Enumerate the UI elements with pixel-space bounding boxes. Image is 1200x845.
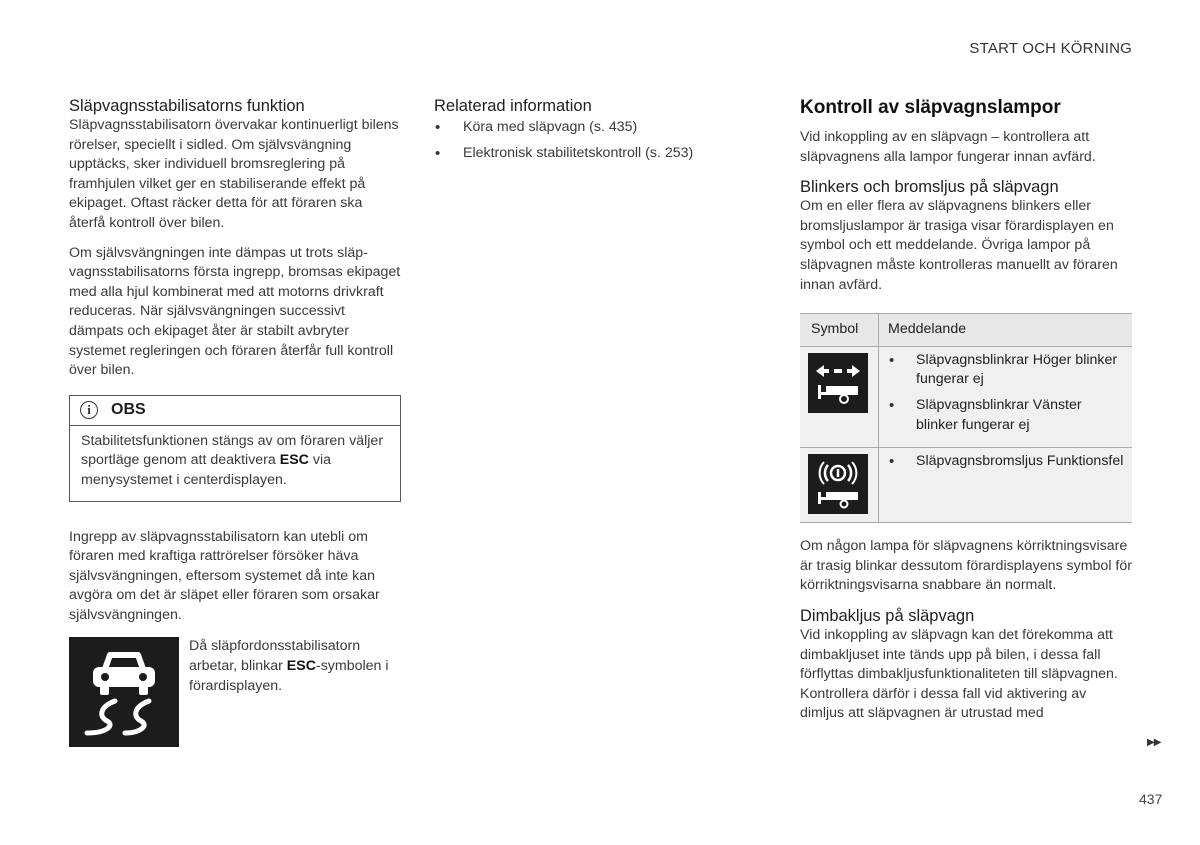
trailer-brake-light-icon bbox=[808, 454, 868, 514]
esc-text-part: Då släpfordonsstabilisatorn arbetar, blinkar bbox=[189, 638, 361, 675]
paragraph: Ingrepp av släpvagnsstabilisatorn kan utebli om föraren med kraftiga rattrörelser försöker häva självsvängningen, eftersom systemet då inte kan avgöra om det är släpet eller föraren som orsakar självsvängningen. bbox=[69, 528, 380, 623]
note-title: OBS bbox=[111, 401, 146, 419]
esc-symbol-row bbox=[69, 637, 401, 747]
paragraph: Om självsvängningen inte dämpas ut trots släpvagnsstabilisatorns första ingrepp, bromsas ekipaget med alla hjul kombinerat med att motorns drivkraft reduceras. När självsvängningen successivt dämpats och ekipaget åter är stabilt avbryter systemet regleringen och föraren återfår full kontroll över bilen. bbox=[69, 244, 401, 379]
note-text bbox=[70, 426, 400, 501]
note-text-part: Stabilitetsfunktionen stängs av om föraren väljer sportläge genom att deaktivera bbox=[81, 432, 384, 469]
paragraph: Om någon lampa för släpvagnens körriktningsvisare är trasig blinkar dessutom förardisplayens symbol för körriktningsvisarna snabbare än normalt. bbox=[800, 538, 1132, 594]
subheading-indicators: Blinkers och bromsljus på släpvagn bbox=[800, 178, 1059, 197]
table-header-row bbox=[800, 314, 1132, 347]
page-number: 437 bbox=[1139, 791, 1163, 807]
esc-text-bold: ESC bbox=[286, 658, 316, 675]
message-item: • Släpvagnsblinkrar Vänster blinker fungerar ej bbox=[887, 396, 1124, 435]
section-heading-trailer-stabilizer: Släpvagnsstabilisatorns funktion bbox=[69, 97, 305, 115]
note-text-bold: ESC bbox=[279, 452, 309, 469]
message-item: • Släpvagnsblinkrar Höger blinker fungerar ej bbox=[887, 351, 1124, 390]
page-title: Kontroll av släpvagnslampor bbox=[800, 97, 1061, 118]
section-header: START OCH KÖRNING bbox=[969, 40, 1132, 57]
table-header-message: Meddelande bbox=[879, 314, 1133, 347]
note-header bbox=[70, 396, 400, 426]
column-left bbox=[69, 96, 401, 747]
table-row bbox=[800, 346, 1132, 447]
related-item: • Köra med släpvagn (s. 435) bbox=[434, 118, 734, 138]
column-right bbox=[800, 96, 1132, 734]
table-header-symbol: Symbol bbox=[800, 314, 879, 347]
related-information-heading: Relaterad information bbox=[434, 97, 592, 115]
trailer-turn-signal-icon bbox=[808, 353, 868, 413]
note-text-part: via menysystemet i centerdisplayen. bbox=[81, 452, 331, 488]
column-middle bbox=[434, 96, 734, 169]
note-box bbox=[69, 395, 401, 502]
paragraph: Om en eller flera av släpvagnens blinkers eller bromsljuslampor är trasiga visar förardisplayen en symbol och ett meddelande. Övriga lampor på släpvagnen måste kontrolleras manuellt av föraren innan avfärd. bbox=[800, 198, 1118, 293]
related-list bbox=[434, 118, 734, 163]
subheading-fog-light: Dimbakljus på släpvagn bbox=[800, 606, 975, 625]
esc-symbol-text bbox=[189, 637, 401, 747]
table-cell-message bbox=[879, 346, 1133, 447]
table-cell-symbol bbox=[800, 346, 879, 447]
info-icon: i bbox=[80, 401, 98, 419]
message-list bbox=[887, 351, 1124, 435]
table-row bbox=[800, 448, 1132, 523]
lamp-message-table bbox=[800, 313, 1132, 523]
related-item: • Elektronisk stabilitetskontroll (s. 253) bbox=[434, 144, 734, 164]
message-item: • Släpvagnsbromsljus Funktionsfel bbox=[887, 452, 1124, 472]
paragraph: Vid inkoppling av en släpvagn – kontrollera att släpvagnens alla lampor fungerar innan avfärd. bbox=[800, 129, 1096, 165]
table-cell-symbol bbox=[800, 448, 879, 523]
message-list bbox=[887, 452, 1124, 472]
table-cell-message bbox=[879, 448, 1133, 523]
esc-skid-icon bbox=[69, 637, 179, 747]
paragraph: Vid inkoppling av släpvagn kan det förekomma att dimbakljuset inte tänds upp på bilen, i dessa fall förflyttas dimbakljusfunktionaliteten till släpvagnen. Kontrollera därför i dessa fall vid aktivering av dimljus att släpvagnen är utrustad med bbox=[800, 626, 1118, 722]
continue-arrows-icon: ▶▶ bbox=[1147, 737, 1161, 748]
esc-text-part: -symbolen i förardisplayen. bbox=[189, 658, 389, 694]
paragraph: Släpvagnsstabilisatorn övervakar kontinuerligt bilens rörelser, speciellt i sidled. Om självsvängning upptäcks, sker individuell bromsreglering på framhjulen vilket ger en stabiliserande effekt på ekipaget. Oftast räcker detta för att föraren ska återfå kontroll över bilen. bbox=[69, 117, 399, 231]
